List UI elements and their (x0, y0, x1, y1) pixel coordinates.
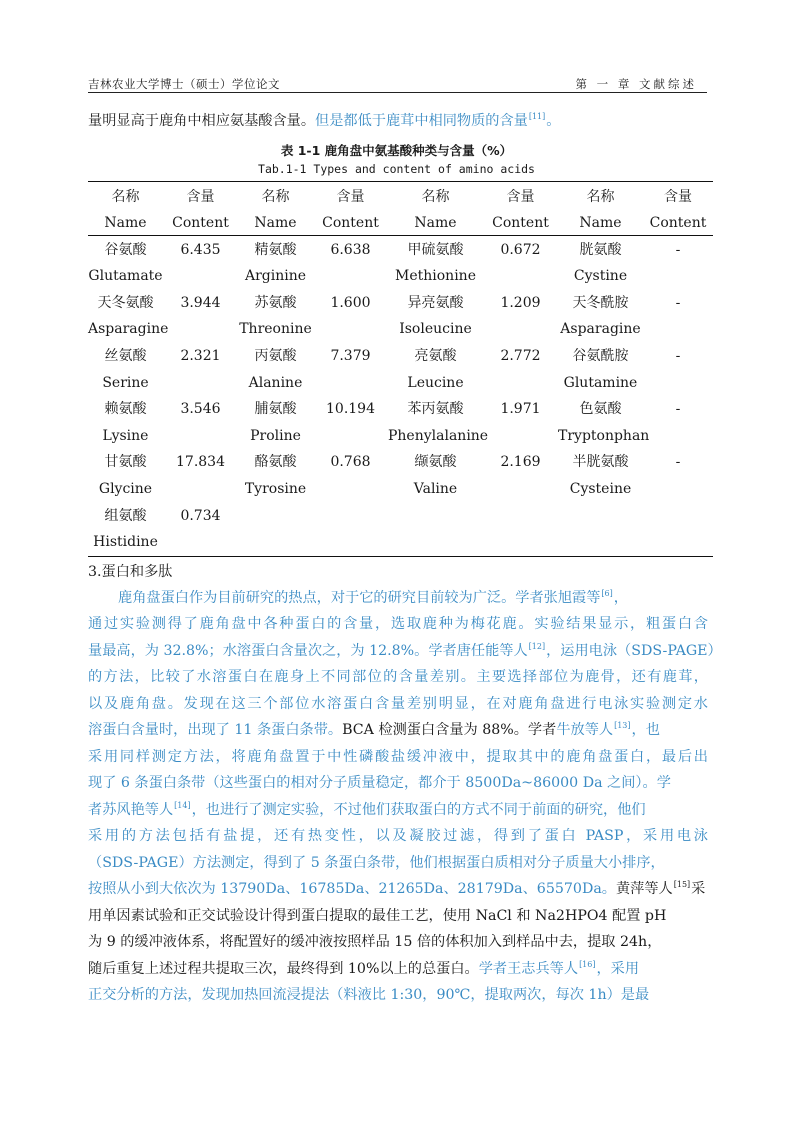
table-header-row-en (88, 210, 713, 237)
table-top-rule (88, 181, 713, 182)
table-cell: - (675, 401, 681, 418)
header-cell: 含量 (336, 189, 365, 205)
table-row (88, 503, 713, 530)
table-cell (643, 529, 713, 556)
table-row (88, 237, 713, 264)
table-cell: 脯氨酸 (254, 401, 297, 418)
table-cell: Asparagine (88, 321, 169, 338)
table-row (88, 476, 713, 503)
table-cell (163, 423, 238, 450)
table-header-row-cn (88, 184, 713, 210)
table-cell: 苯丙氨酸 (407, 401, 464, 418)
table-cell: 甲硫氨酸 (407, 241, 464, 258)
header-cell: Name (254, 215, 297, 231)
table-cell (313, 503, 388, 530)
header-cell: 名称 (421, 189, 450, 205)
table-cell: 0.672 (500, 241, 541, 258)
table-cell: Cysteine (569, 480, 632, 497)
table-cell: 1.971 (500, 401, 541, 418)
table-cell (163, 529, 238, 556)
running-header (88, 76, 707, 93)
table-cell (643, 503, 713, 530)
para-text: 量最高，为 32.8%；水溶蛋白含量次之，为 12.8%。学者唐任能等人 (88, 643, 528, 659)
header-cell: Content (172, 215, 229, 231)
header-cell: 名称 (111, 189, 140, 205)
table-row (88, 290, 713, 317)
table-cell (483, 316, 558, 343)
paragraph-line (118, 589, 628, 607)
table-cell (483, 476, 558, 503)
para-text: 鹿角盘蛋白作为目前研究的热点，对于它的研究目前较为广泛。学者张旭霞等 (118, 590, 601, 606)
table-cell: 赖氨酸 (104, 401, 147, 418)
table-cell (163, 316, 238, 343)
table-cell (163, 476, 238, 503)
header-cell: 名称 (586, 189, 615, 205)
paragraph-line: 通过实验测得了鹿角盘中各种蛋白的含量，选取鹿种为梅花鹿。实验结果显示，粗蛋白含 (88, 616, 708, 632)
header-cell: Content (649, 215, 707, 231)
table-cell: 17.834 (176, 454, 225, 471)
table-cell: 1.600 (330, 294, 371, 311)
paragraph-line: 为 9 的缓冲液体系，将配置好的缓冲液按照样品 15 倍的体积加入到样品中去，提取 24h， (88, 934, 662, 950)
intro-line (88, 112, 560, 130)
table-cell: 亮氨酸 (414, 347, 457, 364)
para-text: ，也进行了测定实验，不过他们获取蛋白的方式不同于前面的研究，他们 (191, 802, 646, 818)
citation-16: [16] (579, 960, 596, 970)
header-cell: 含量 (664, 189, 692, 205)
para-text: 随后重复上述过程共提取三次，最终得到 10%以上的总蛋白。 (88, 961, 479, 977)
table-cell (313, 529, 388, 556)
table-cell: 2.321 (180, 347, 221, 364)
para-text: ， (613, 590, 628, 606)
intro-end: 。 (546, 113, 561, 129)
table-cell: 丙氨酸 (254, 347, 297, 364)
paragraph-line: 现了 6 条蛋白条带（这些蛋白的相对分子质量稳定，都介于 8500Da~86000 Da 之间）。学 (88, 775, 671, 791)
table-row (88, 449, 713, 476)
table-cell (163, 263, 238, 290)
citation-15: [15] (673, 880, 691, 890)
table-cell: Phenylalanine (388, 427, 489, 444)
paragraph-line (88, 880, 705, 898)
table-cell: Methionine (395, 268, 476, 285)
para-text: ，运用电泳（SDS-PAGE） (546, 643, 722, 659)
paragraph-line: （SDS-PAGE）方法测定，得到了 5 条蛋白条带，他们根据蛋白质相对分子质量大小排序， (88, 855, 665, 871)
header-cell: 含量 (186, 189, 215, 205)
header-chapter-title: 第 一 章 文献综述 (575, 77, 697, 91)
header-cell: Content (322, 215, 379, 231)
table-cell: - (675, 294, 681, 311)
header-thesis-title: 吉林农业大学博士（硕士）学位论文 (88, 77, 280, 91)
table-cell: 异亮氨酸 (407, 294, 464, 311)
header-cell: Name (579, 215, 622, 231)
paragraph-line (88, 960, 639, 978)
table-cell: Arginine (244, 268, 307, 285)
table-cell: 3.944 (180, 294, 221, 311)
paragraph-line: 采用同样测定方法，将鹿角盘置于中性磷酸盐缓冲液中，提取其中的鹿角盘蛋白，最后出 (88, 749, 708, 765)
para-text: 按照从小到大依次为 13790Da、16785Da、21265Da、28179Da、65570Da。 (88, 881, 616, 897)
table-cell: 10.194 (326, 401, 375, 418)
table-cell (313, 316, 388, 343)
table-cell: 1.209 (500, 294, 541, 311)
header-cell: 名称 (261, 189, 290, 205)
para-text: 者苏风艳等人 (88, 802, 174, 818)
table-cell (643, 423, 713, 450)
table-cell (388, 503, 483, 530)
header-cell: Name (104, 215, 147, 231)
table-cell (558, 503, 643, 530)
table-cell: Tyrosine (244, 480, 307, 497)
table-cell (313, 370, 388, 397)
table-cell (313, 423, 388, 450)
table-cell: Lysine (102, 427, 149, 444)
table-cell: - (675, 347, 681, 364)
para-text: ，采用 (596, 961, 640, 977)
table-cell (643, 263, 713, 290)
paragraph-line: 正交分析的方法，发现加热回流浸提法（料液比 1:30，90℃，提取两次，每次 1h）是最 (88, 987, 650, 1003)
table-cell: 组氨酸 (104, 507, 147, 524)
para-text: 牛放等人 (556, 722, 614, 738)
para-text: 黄萍等人 (615, 881, 673, 897)
table-row (88, 263, 713, 290)
table-cell: Glutamate (88, 268, 163, 285)
table-cell (238, 529, 313, 556)
paragraph-line: 采用的方法包括有盐提，还有热变性，以及凝胶过滤，得到了蛋白 PASP，采用电泳 (88, 828, 708, 844)
table-cell: Glycine (98, 480, 153, 497)
table-row (88, 316, 713, 343)
intro-text: 量明显高于鹿角中相应氨基酸含量。 (88, 113, 316, 129)
table-cell (483, 423, 558, 450)
table-cell (483, 263, 558, 290)
intro-blue-text: 但是都低于鹿茸中相同物质的含量 (315, 113, 528, 129)
table-cell (313, 263, 388, 290)
paragraph-line (88, 721, 660, 739)
table-cell: Tryptonphan (558, 427, 650, 444)
table-cell: Leucine (407, 374, 464, 391)
table-row (88, 343, 713, 370)
para-text: 溶蛋白含量时，出现了 11 条蛋白条带。 (88, 722, 343, 738)
table-row (88, 529, 713, 556)
citation-13: [13] (614, 721, 631, 731)
citation-14: [14] (174, 801, 191, 811)
table-row (88, 370, 713, 397)
table-cell: Serine (102, 374, 149, 391)
table-cell: 精氨酸 (254, 241, 297, 258)
table-cell: Glutamine (563, 374, 638, 391)
table-cell: Isoleucine (399, 321, 472, 338)
table-cell (483, 529, 558, 556)
header-cell: 含量 (506, 189, 535, 205)
table-cell: - (675, 454, 681, 471)
table-cell: 缬氨酸 (414, 454, 457, 471)
table-row (88, 396, 713, 423)
table-cell: - (675, 241, 681, 258)
table-cell: 色氨酸 (579, 401, 622, 418)
table-cell: 0.734 (180, 507, 221, 524)
table-cell: 半胱氨酸 (572, 454, 629, 471)
para-text: ，也 (631, 722, 660, 738)
header-cell: Content (492, 215, 549, 231)
paragraph-line (88, 642, 722, 660)
table-cell (558, 529, 643, 556)
table-cell (388, 529, 483, 556)
table-cell (483, 503, 558, 530)
header-cell: Name (414, 215, 457, 231)
table-cell (238, 503, 313, 530)
table-bottom-rule (88, 556, 713, 557)
table-cell (313, 476, 388, 503)
table-cell: 酪氨酸 (254, 454, 297, 471)
citation-11: [11] (528, 112, 546, 122)
table-cell: Valine (413, 480, 458, 497)
table-row (88, 423, 713, 450)
table-cell: Alanine (248, 374, 303, 391)
paragraph-line: 用单因素试验和正交试验设计得到蛋白提取的最佳工艺，使用 NaCl 和 Na2HPO4 配置 pH (88, 908, 667, 924)
table-cell: 2.772 (500, 347, 541, 364)
table-cell: Cystine (573, 268, 628, 285)
table-cell: 甘氨酸 (104, 454, 147, 471)
table-cell (643, 316, 713, 343)
table-cell: 胱氨酸 (579, 241, 622, 258)
para-text: 采 (691, 881, 706, 897)
table-cell: 谷氨酰胺 (572, 347, 629, 364)
table-cell: 2.169 (500, 454, 541, 471)
para-text: BCA 检测蛋白含量为 88%。学者 (342, 722, 557, 738)
paragraph-line (88, 801, 646, 819)
amino-acid-table (88, 184, 713, 556)
table-cell (163, 370, 238, 397)
paragraph-line: 的方法，比较了水溶蛋白在鹿身上不同部位的含量差别。主要选择部位为鹿骨，还有鹿茸， (88, 669, 708, 685)
table-cell: 苏氨酸 (254, 294, 297, 311)
table-cell: Proline (250, 427, 301, 444)
citation-6: [6] (601, 589, 613, 599)
table-cell: 6.435 (180, 241, 221, 258)
table-cell (643, 370, 713, 397)
citation-12: [12] (528, 642, 546, 652)
table-cell: 7.379 (330, 347, 371, 364)
table-cell: 6.638 (330, 241, 371, 258)
section-heading: 3.蛋白和多肽 (88, 564, 173, 580)
table-cell (643, 476, 713, 503)
table-cell: Histidine (93, 534, 158, 551)
para-text: 学者王志兵等人 (478, 961, 579, 977)
table-cell: 谷氨酸 (104, 241, 147, 258)
table-cell: 0.768 (330, 454, 371, 471)
table-cell: 3.546 (180, 401, 221, 418)
table-caption-en: Tab.1-1 Types and content of amino acids (258, 162, 535, 176)
table-cell: 天冬氨酸 (97, 294, 154, 311)
paragraph-line: 以及鹿角盘。发现在这三个部位水溶蛋白含量差别明显，在对鹿角盘进行电泳实验测定水 (88, 696, 708, 712)
table-cell (483, 370, 558, 397)
table-caption-cn: 表 1-1 鹿角盘中氨基酸种类与含量（%） (280, 143, 513, 158)
table-cell: 丝氨酸 (104, 347, 147, 364)
table-cell: Asparagine (560, 321, 641, 338)
table-cell: 天冬酰胺 (572, 294, 629, 311)
table-cell: Threonine (239, 321, 312, 338)
